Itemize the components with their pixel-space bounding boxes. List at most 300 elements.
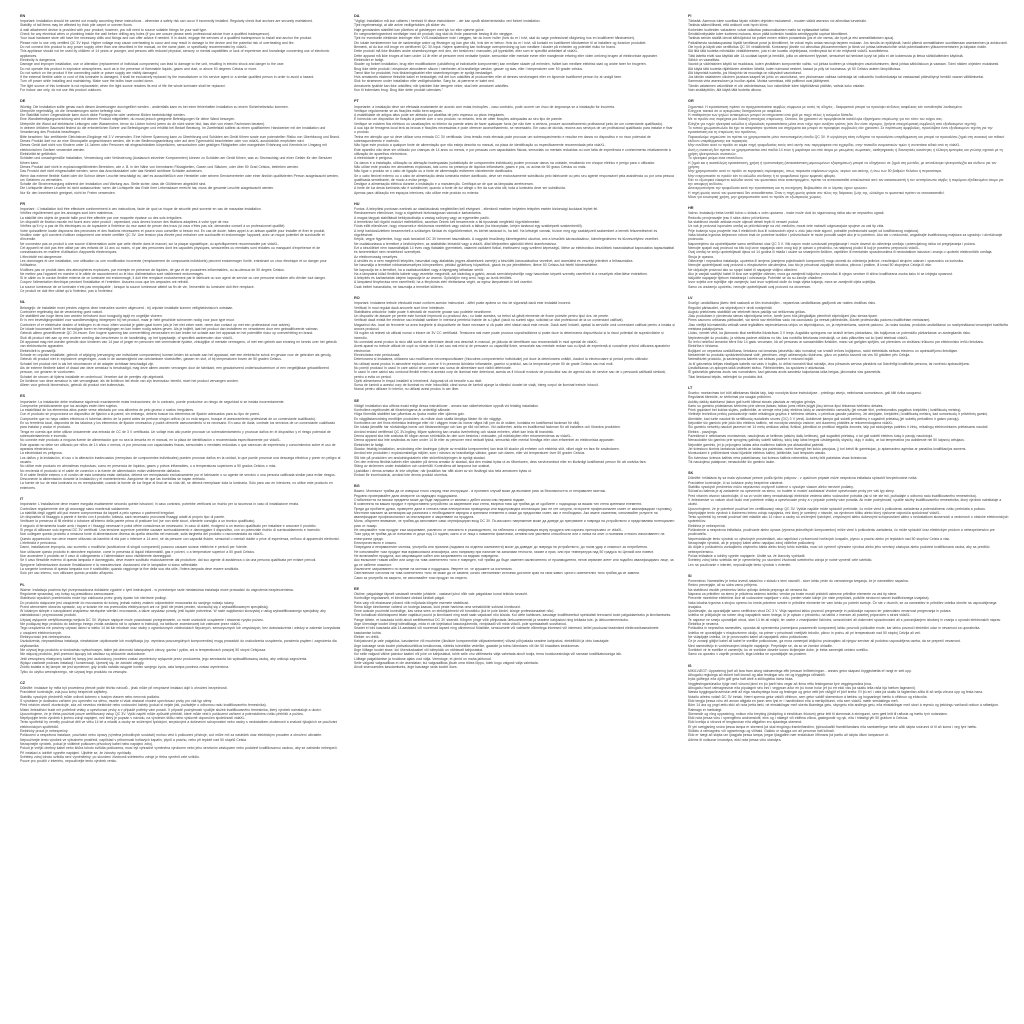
instruction-line: Nie używaj tego produktu w środowisku wybuchowym, takim jak obecność łatwopalnych cieczy, gazów i pyłów, ani w temperaturach powyżej 50 stopni Celsjusza.	[20, 647, 267, 652]
language-code: PL	[20, 582, 25, 587]
instruction-line: De stabiliteit van hoge items kan worden beïnvloed door hoogpolig tapijt en ongelijke vloeren.	[20, 314, 163, 319]
instruction-line: Ако външният гъвкав кабел или шнур на това осветително тяло е повреден, той трябва да бъде заменен изключително от производителя, негов сервизен агент или подобно квалифицирано лице, за да се избегне опасност.	[354, 558, 674, 567]
instruction-line: Tenha em atenção que só deve utilizar uma entrada CC 3V certificada. Uma tensão mais elevada pode provocar um sobreaquecimento e resultar em danos no dispositivo e no risco potencial de sobreaquecimento e incêndio.	[354, 134, 651, 143]
instruction-line: Använd inte produkten i explosionsfarliga miljöer, som i närvaro av brandfarliga vätskor, gaser och damm, eller vid temperaturer över 50 grader Celsius.	[354, 451, 586, 456]
instruction-line: Verificați în mod regulat dacă ancorele sunt bine întreținute.	[354, 305, 445, 310]
instruction-line: Din lokale isenkræmmer har de nødvendige ankre og fitsninger og kan give råd, hvis der er behov. Hvis du er i tvivl, så kontakt en kvalificeret håndværker til at installere og forankre produktet.	[354, 40, 647, 45]
instruction-line: Votre quincaillerie locale disposera des perceuses et des fixations nécessaires et pourra vous conseiller si besoin est. En cas de doute, faites appel à un artisan qualifié pour installer et fixer le produit.	[20, 228, 326, 233]
instruction-line: Deteriorarea și instalarea, utilizarea sau modificarea necorespunzătoare (înlocuirea componentelor individuale) pot duce la deteriorarea unității, ducând la electrocutare și pericol pentru utilizator.	[354, 357, 649, 362]
instruction-line: Stabilitu vysokých předmětů může ovlivnit koberec s hustým vlasem nebo nerovná podlaha.	[20, 694, 160, 699]
instruction-line: MIKILVÆGT: Uppsetning þarf að fara fram alveg nákvæmlega eftir þessum leiðbeiningum - annars getur skapast öryggishætta ef rangt er sett upp.	[688, 668, 912, 673]
instruction-line: Η σταθερότητα των ψηλών αντικειμένων μπορεί να επηρεαστεί από χαλί με παχύ πέλος ή ανώμαλα δάπεδα.	[688, 113, 854, 118]
instruction-line: Athugaðu reglulega að ekkert hafi losnað og allar festingar séu vel og tryggilega viðhaldið.	[688, 673, 826, 677]
instruction-line: Не използвайте този продукт във взривоопасна атмосфера, като например при наличие на запалими течности, газове и прах, или при температура над 50 градуса по Целзий или повече.	[354, 549, 655, 554]
instruction-line: Ne connectez pas ce produit à une source d'alimentation autre que celle décrite dans le manuel, sur la plaque signalétique, ou spécifiquement recommandée par vidaXL.	[20, 241, 279, 246]
instruction-line: Μην χρησιμοποιείτε αυτό το προϊόν σε εκρηκτικές ατμόσφαιρες, όπως παρουσία εύφλεκτων υγρών, αερίων και σκόνης, ή άνω των 50 βαθμών Κελσίου ή περισσότερο.	[688, 169, 943, 174]
instruction-line: Důležité: Instalace by měla být provedena přesně podle těchto návodů - jinak může při nesprávné instalaci dojít k ohrožení bezpečnosti.	[20, 685, 228, 690]
instruction-line: Gebruik dit product niet in explosieve omgevingen, zoals in de aanwezigheid van ontvlambare vloeistoffen, gassen en stof, of bij temperaturen boven de 50 graden Celsius.	[20, 357, 282, 362]
instruction-line: Vérifiez qu'il n'y a pas de fils électriques ou de tuyauterie à l'intérieur du mur avant de percer des trous (si vous n'êtes pas sûr, demandez conseil à un professionnel qualifié).	[20, 224, 286, 229]
instruction-line: Verifique se existem fios elétricos ou canalizações no interior da parede antes de fazer quaisquer furos (se não tiver a certeza, procure aconselhamento profissional junto de um comerciante qualificado).	[354, 121, 664, 126]
instruction-line: Elektrizität ist gefährlich.	[20, 151, 57, 156]
instruction-line: Vietinėje technikos prekių parduotuvėje rasite reikalingus grąžtus ir tvirtinimo detales, o prireikus gausite patarimų. Jei abejojate, kreipkitės į kvalifikuotą meistrą, kad sumontuotų ir pritvirtintų gaminį.	[688, 412, 988, 417]
language-code: SE	[354, 398, 360, 403]
instruction-line: Przed wierceniem otworów sprawdź, czy w ścianie nie ma przewodów elektrycznych ani rur (jeśli nie jesteś pewien, skonsultuj się z wykwalifikowanym specjalistą).	[20, 604, 269, 609]
instruction-line: Wyłącz zasilanie podczas instalacji i konserwacji. Upewnij się, że żarówki ostygły.	[20, 660, 145, 665]
instruction-line: Damage and improper installation, use or alteration (replacement of individual components) can lead to damage to the unit, resulting in electric shock and danger to the user.	[20, 62, 285, 67]
instruction-line: Bojājumi un nepareiza uzstādīšana, lietošana vai izmaiņas (atsevišķu daļu nomaiņa) var izraisīt ierīces bojājumus, radot elektriskās strāvas triecienu un apdraudējumu lietotājam.	[688, 348, 959, 353]
instruction-line: No encienda el producto si el cable de conexión o la fuente de alimentación están visiblemente dañados.	[20, 468, 181, 473]
instruction-line: Ako je vanjski savitljivi kabel ili žica ove svjetiljke oštećen, mora ga zamijeniti isključivo proizvođač ili njegov serviser ili slično kvalificirana osoba kako bi se izbjegla opasnost.	[688, 271, 953, 276]
instruction-line: Si el cable flexible externo o el cordón de esta luminaria están dañados, deberá ser reemplazado exclusivamente por el fabricante o su agente de servicio o una persona calificada similar para evitar riesgos.	[20, 472, 336, 477]
instruction-line: Tjek regelmæssigt, at alle ankre vedligeholdes på sikker vis.	[354, 23, 446, 28]
instruction-line: É fornecido um dispositivo de fixação à parede com o seu produto; no entanto, terá de obter fixações adequadas ao seu tipo de parede.	[354, 117, 563, 122]
instruction-line: Compruebe periódicamente que los anclajes estén bien sujetos.	[20, 403, 118, 408]
instruction-line: Armaturets lyskilde kan ikke udskiftes; når lyskilden ikke længere virker, skal hele armaturet udskiftes.	[354, 83, 510, 88]
instruction-line: Importante: a instalação deve ser efetuada exatamente de acordo com estas instruções - caso contrário, pode ocorrer um risco de segurança se a instalação for incorreta.	[354, 104, 615, 109]
instruction-line: Los daños y la instalación, el uso o la alteración inadecuados (reemplazo de componentes individuales) pueden provocar daños en la unidad, lo que puede provocar una descarga eléctrica y poner en peligro al usuario.	[20, 455, 341, 464]
instruction-line: Kartu su gaminiu pridedamas tvirtinimo prie sienos įtaisas; tačiau jums reikės įsigyti jūsų sienos tipui tinkamas tvirtinimo detales.	[688, 403, 884, 408]
instruction-line: "Vigtigt: Installation må kun udføres i henhold til disse instruktioner - der kan opstå sikkerhedsrisiko ved forkert installation.	[354, 19, 541, 24]
instruction-line: Om den externa flexibla kabeln eller sladden på denna armatur är skadad, ska den endast bytas ut av tillverkaren, dess serviceombud eller en likvärdigt kvalificerad person för att undvika fara.	[354, 459, 647, 464]
instruction-line: Nu conectați acest produs la nicio altă sursă de alimentare decât cea descrisă în manual, pe plăcuța de identificare sau recomandată în mod special de vidaXL.	[354, 340, 599, 344]
instruction-line: Elektrina je nebezpečná.	[688, 523, 726, 528]
instruction-line: Opriți alimentarea în timpul instalării și întreținerii. Asigurați-vă că becurile s-au răcit.	[354, 378, 483, 383]
instruction-line: Šio gaminio neturėtų naudoti jaunesni nei 14 metų amžiaus vaikai, fiziškai, jutimiškai ar protiškai neįgalūs žmonės, taip pat stokojantys patirties ir žinių, reikalingų elektroniniams prietaisams naudoti.	[688, 425, 989, 430]
instruction-line: Struja je opasna.	[688, 254, 714, 259]
instruction-line: Šio šviestuvo šviesos šaltinis nėra pakeičiamas; kai šviesos šaltinis nebeveikia, turėtų būti pakeistas visas šviestuvas.	[688, 455, 868, 460]
instruction-line: Stabilitu vysokých predmetov môžu nepriaznivo ovplyvniť koberce s vysokým vlasom alebo nerovné podlahy.	[688, 484, 854, 489]
instruction-line: Η ζημιά και η ακατάλληλη εγκατάσταση, χρήση ή τροποποίηση (αντικατάσταση μεμονωμένων εξαρτημάτων) μπορεί να οδηγήσουν σε ζημιά στη μονάδα, με αποτέλεσμα ηλεκτροπληξία και κίνδυνο για τον χρήστη.	[688, 160, 997, 169]
instruction-line: A estabilidade de artigos altos pode ser afetada por alcatifas de pelo espesso ou pisos irregulares.	[354, 113, 505, 118]
instruction-line: De lichtbron van deze armatuur is niet vervangbaar; als de lichtbron het einde van zijn levensduur bereikt, moet het product vervangen worden.	[20, 378, 239, 383]
instruction-line: Uz vaš je proizvod isporučen uređaj za pričvršćivanje na zid; međutim, morat ćete nabaviti odgovarajuće spojeve za vaš tip zida.	[688, 224, 885, 229]
instruction-line: Nezapínajte výrobok, ak je prípojný kábel alebo napájací zdroj viditeľne poškodený.	[688, 541, 816, 545]
instruction-line: Tikai lietošanai telpās, nelietojiet šo produktu ārā.	[688, 374, 764, 379]
instruction-line: Não ligue o produto se o cabo de ligação ou a fonte de alimentação estiverem visivelmente danificados.	[354, 169, 514, 174]
instruction-line: Vain sisäkäyttöön, älä käytä tätä tuotetta ulkona.	[688, 88, 762, 93]
instruction-line: Il negozio di ferramenta locale avrà i trapani e i fissaggi necessari e potrà offrire consulenza se necessario. In caso di dubbi, rivolgersi a un tecnico qualificato per installare e ancorare il prodotto.	[20, 523, 317, 528]
instruction-line: Εάν το εξωτερικό εύκαμπτο καλώδιο αυτού του φωτιστικού είναι κατεστραμμένο, πρέπει να αντικατασταθεί αποκλειστικά από τον κατασκευαστή ή τον αντιπρόσωπο σέρβις ή παρόμοιο εξειδικευμένο άτομο για την αποφυγή κινδύνου.	[688, 177, 1004, 187]
instruction-line: Desligue a alimentação elétrica durante a instalação e a manutenção. Certifique-se de que as lâmpadas arrefeceram.	[354, 182, 534, 187]
instruction-line: Před vrtáním otvorů zkontrolujte, zda zdí nevedou elektrické nebo vodovodní kabely (pokud si nejste jisti, požádejte o odbornou radu kvalifikovaného řemeslníka).	[20, 703, 267, 708]
instruction-line: Dôležité: Inštalácia by sa mala vykonávať presne podľa týchto pokynov - v opačnom prípade môže nesprávna inštalácia spôsobiť bezpečnostné riziká.	[688, 476, 918, 481]
language-section-fi	[688, 14, 1009, 92]
instruction-line: Dieses Produkt darf nicht in explosionsgefährdeten Bereichen, wie z. B. in der Nähe von brennbaren Flüssigkeiten, Gasen und Stäuben, oder über 50 Grad Celsius, betrieben werden.	[20, 164, 300, 169]
instruction-line: Jos tämän valaisimen ulkoinen joustava kaapeli tai johto on vaurioitunut, sen yksinomaan vaihtaa valmistaja tai valtuutettu huoltoedustaja tai vastaavasti pätevöitynyt henkilö vaaran välttämiseksi.	[688, 75, 984, 80]
instruction-line: Ainult siseruumides kasutamiseks, ärge kasutage seda toodet õues.	[354, 665, 458, 670]
instruction-line: Important: Instalarea trebuie efectuată exact conform acestor instrucțiuni - altfel poate apărea un risc de siguranță dacă este instalată incorect.	[354, 301, 572, 306]
instruction-line: Belangrijk: de installatie moet precies volgens deze instructies worden uitgevoerd - bij onjuiste installatie kunnen veiligheidsrisico's ontstaan.	[20, 305, 234, 310]
instruction-line: Seinäkiinnityslaite tulee tuotteesi mukana, sinun pitää kuitenkin hankkia seinätyyppiisi sopivat kiinnittimet.	[688, 32, 848, 37]
instruction-line: Używaj wyłącznie certyfikowanego wejścia DC 3V. Wyższe napięcie może powodować przegrzewanie, co może uszkodzić urządzenie i stwarzać ryzyko pożaru.	[20, 617, 264, 622]
instruction-line: Не свързвайте този продукт към захранване, различно от описаното в ръководството, на табелката с информация върху продукта или изрично препоръчано от vidaXL.	[354, 528, 624, 533]
instruction-line: Nemojte spajati ovaj proizvod na bilo koji izvor napajanja osim onog koji je opisan u priručniku, na natpisnoj pločici ili koji je posebno preporučio vidaXL.	[688, 245, 920, 250]
instruction-line: Με το προϊόν σας παρέχεται μια διάταξη επιτοίχιας στερέωσης. Ωστόσο, θα χρειαστεί να προμηθευτείτε κατάλληλα εξαρτήματα στερέωσης για τον τύπο του τοίχου σας.	[688, 117, 943, 122]
language-section-lt	[688, 386, 1009, 464]
instruction-line: Upoštevajte, da uporabljajte samo certificiran vhod DC 3 V. Višja napetost lahko povzroči pregrevanje in poškoduje napravo ter potencialno nevarnost pregrevanja in požara.	[688, 609, 952, 614]
instruction-line: Coupez l'alimentation électrique pendant l'installation et l'entretien. Assurez-vous que les ampoules ont refroidi.	[20, 280, 189, 285]
instruction-line: Моля, обърнете внимание, че трябва да използвате само сертифициран вход DC 3V. По-високото напрежение може да доведе до прегряване и повреда на устройството и представлява потенциален риск от пожар.	[354, 519, 675, 528]
instruction-line: Dieses Produkt darf nur an eine Stromquelle angeschlossen werden, die in der Bedienungsanleitung oder auf dem Typenschild beschrieben oder von vidaXL ausdrücklich empfohlen wird.	[20, 139, 305, 143]
instruction-line: Selle valgusti valgusallikas ei ole asendatav; kui valgusallikas jõuab oma tööea lõppu, tuleb kogu valgusti välja vahetada.	[354, 660, 539, 665]
instruction-line: Stabilność wysokich przedmiotów może być zakłócona przez gruby dywan lub nierówne podłogi.	[20, 596, 167, 601]
instruction-line: Si prega di utilizzare solo ingressi DC 3V certificati. Una tensione superiore potrebbe causare surriscaldamento e danneggiare il dispositivo, con un potenziale rischio di surriscaldamento e incendio.	[20, 528, 321, 533]
language-section-da	[354, 14, 675, 92]
instruction-line: La source lumineuse de ce luminaire n'est pas remplaçable ; lorsque la source lumineuse atteint sa fin de vie, l'ensemble du luminaire doit être remplacé.	[20, 284, 255, 289]
instruction-line: Nezapínejte výrobek, pokud je viditelně poškozen přívodový kabel nebo napájecí zdroj.	[20, 742, 153, 746]
instruction-line: Importante: La instalación debe realizarse siguiendo exactamente estas instrucciones; de lo contrario, puede producirse un riesgo de seguridad si se instala incorrectamente.	[20, 399, 285, 404]
language-section-es	[20, 394, 341, 490]
instruction-line: Este aparelho não deve ser utilizado por crianças de 14 anos ou menos, e por pessoas com capacidades físicas, sensoriais ou mentais reduzidas ou com falta de experiência e conhecimento relativamente à utilização de aparelhos eletrónicos.	[354, 147, 671, 156]
instruction-line: Místní železářství bude mít potřebné vrtáky a upevňovací prvky a v případě potřeby vám poradí. V případě pochybností využijte služeb kvalifikovaného řemeslníka, který výrobek nainstaluje a ukotví.	[20, 707, 322, 712]
instruction-line: Do not operate this product in explosive atmospheres, such as in the presence of flammable liquids, gases and dust, or above 50 degrees Celsius or more.	[20, 66, 258, 71]
instruction-line: Tylko do użytku wewnętrznego, nie używaj tego produktu na zewnątrz.	[20, 669, 128, 674]
instruction-line: A wall attachment device is provided with your product; however, you will need to source suitable fixings for your wall type.	[20, 27, 207, 32]
instruction-line: L'elettricità è pericolosa.	[20, 541, 57, 545]
instruction-line: Tämän valaisimen valonlähde ei ole vaihdettavissa; kun valonlähde tulee käyttöikänsä päähän, vaihda koko valaisin.	[688, 83, 866, 88]
instruction-line: Con el producto se proporciona un dispositivo de fijación a la pared; sin embargo, deberá buscar los elementos de fijación adecuados para su tipo de pared.	[20, 412, 260, 417]
instruction-line: Viktigt! Installation ska utföras exakt enligt dessa instruktioner - annars kan säkerhetsrisker uppstå vid felaktig installation.	[354, 403, 539, 408]
instruction-line: Slökktu á rafmagninu við uppsetningu og viðhald. Gakktu úr skugga um að perurnar hafi kólnað.	[688, 729, 835, 734]
column-3	[688, 14, 1009, 1024]
instruction-line: Ekki kveikja á vörunni ef tengisnúran eða aflgjafinn eru sjáanlega skemmd.	[688, 720, 803, 725]
instruction-line: Sluit dit product niet aan op een andere voeding dan beschreven in de handleiding, op het typeplaatje, of specifiek aanbevolen door vidaXL.	[20, 335, 234, 340]
language-code: HU	[354, 202, 360, 207]
instruction-line: Tärkeää: Asennus tulee suorittaa täysin näiden ohjeiden mukaisesti - muuten väärä asennus voi aiheuttaa turvariskin.	[688, 19, 868, 24]
instruction-line: De lokale bouwmarkt heeft de benodigde boren en bevestigingen en kan indien nodig advies geven. Als je twijfelt, laat het product dan installeren en verankeren door een gekwalificeerde vakman.	[20, 327, 319, 332]
instruction-line: Fontos: A telepítést pontosan ezeknek az utasításoknak megfelelően kell elvégezni - ellenkező esetben helytelen telepítés esetén biztonsági kockázat léphet fel.	[354, 207, 599, 212]
instruction-line: Brug ikke dette produkt i eksplosive atmosfærer såsom i nærheden af brandfarlige væsker, gasser og støv, eller i temperaturer over 50 grader celsius.	[354, 66, 583, 71]
instruction-line: Ce produit ne doit être utilisé qu'à l'intérieur, pas à l'extérieur.	[20, 289, 114, 294]
instruction-line: Acest aparat nu trebuie utilizat de copii cu vârsta de 14 ani sau mai mici și de persoane cu capacități fizice, senzoriale sau mentale reduse sau cu lipsă de experiență și cunoștințe privind utilizarea aparatelor electronice.	[354, 344, 670, 353]
instruction-line: Ovaj uređaj ne smiju upotrebljavati djeca od 14 godina ili mlađa i osobe sa smanjenim fizičkim, osjetilnim ili mentalnim sposobnostima ili nedostatkom iskustva i znanja o upotrebi elektroničkih uređaja.	[688, 250, 993, 255]
instruction-line: En su ferretería local, dispondrá de las taladros y los elementos de fijación necesarios y podrá ofrecerle asesoramiento si es necesario. En caso de duda, contrate los servicios de un comerciante cualificado para instalar y anclar el producto.	[20, 421, 336, 430]
instruction-line: L'électricité est dangereuse.	[20, 254, 63, 259]
language-section-hu	[354, 202, 675, 289]
instruction-line: Ważne: Instalacja powinna być przeprowadzona dokładnie zgodnie z tymi instrukcjami - w przeciwnym razie niewłaściwa instalacja może prowadzić do zagrożenia bezpieczeństwa.	[20, 587, 294, 592]
instruction-line: Upozorňujeme, že je třeba používat pouze certifikovaný vstup QC 3V. Vyšší napětí může způsobit přehřátí, které může vést k poškození zařízení a potenciálnímu riziku přehřátí a požáru.	[20, 711, 304, 716]
instruction-line: Seadet ei tohi kasutada alla 14-aastased või nooremad lapsed ning vähenenud füüsiliste, sensoorsete või vaimsete võimetega inimesed või inimesed, kellel puuduvad teadmised elektroonikaseadmete kasutamise kohta.	[354, 626, 659, 635]
instruction-line: Ne mettez pas l'appareil en marche si le câble de raccordement ou le bloc d'alimentation sont visiblement endommagés.	[20, 271, 204, 276]
instruction-line: Magazinul dvs. local de feronerie va avea burghiele și dispozitivele de fixare necesare și vă poate oferi sfaturi dacă este nevoie. Dacă aveți îndoieli, apelați la serviciile unui comerciant calificat pentru a instala și ancora produsul.	[354, 322, 675, 332]
language-section-pl	[20, 583, 341, 674]
instruction-line: Elektrický proud je nebezpečný.	[20, 729, 69, 734]
instruction-line: En väggfästanordning medföljer produkten; du måste dock skaffa lämpliga fästen för din väggtyp.	[354, 416, 503, 421]
instruction-line: Napominjemo da upotrebljavate samo certificirani ulaz QC 3 V. Viši napon može uzrokovati pregrijavanje i može dovesti do oštećenja uređaja i potencijalnog rizika od pregrijavanja i požara.	[688, 241, 976, 246]
instruction-line: Schade en onjuiste installatie, gebruik of wijziging (vervanging van individuele componenten) kunnen leiden tot schade aan het apparaat, met een elektrische schok en gevaar voor de gebruiker als gevolg.	[20, 352, 332, 357]
instruction-line: Ekki tengja þessa vöru við annan aflgjafa en þann sem lýst er í handbókinni eða á merkiplötunni, eða sem vidaXL mælir sérstaklega með.	[688, 698, 899, 703]
instruction-line: Er is een bevestigingsmiddel voor wandbevestiging inbegrepen bij het product, maar je hebt geschikte schroeven nodig voor jouw type muur.	[20, 318, 235, 323]
instruction-line: Ne csatlakoztassa a terméket a kézikönyvben, az adattáblán leírtaktól vagy a vidaXL által kifejezetten ajánlottól eltérő áramforráshoz.	[354, 241, 558, 246]
instruction-line: Poškození a nesprávná instalace, používání nebo úpravy (výměna jednotlivých součástí) mohou vést k poškození přístroje, což může mít za následek úraz elektrickým proudem a ohrožení uživatele.	[20, 733, 323, 738]
instruction-line: Verificare la presenza di fili elettrici o tubature all'interno della parete prima di praticare fori (se non siete sicuri, chiedete consiglio a un tecnico qualificato).	[20, 519, 256, 524]
instruction-line: Stability of tall items may be affected by thick pile carpet or uneven floors.	[20, 23, 133, 28]
instruction-line: La estabilidad de los elementos altos puede verse afectada por una alfombra de pelo grueso o suelos irregulares.	[20, 408, 194, 413]
instruction-line: Jei šviestuvo išorinis lankstusis kabelis ar laidas yra pažeistas, norint išvengti bet kokio pavojaus, jį turi keisti tik gamintojas, jo aptarnavimo agentas ar panašios kvalifikacijos asmens.	[688, 446, 967, 451]
instruction-line: Controleer of er elektrische draden of leidingen in de muur zitten voordat je gaten gaat boren (als je het niet zeker weet, neem dan contact op met een professional voor advies).	[20, 322, 291, 327]
language-code: DE	[20, 99, 26, 104]
instruction-line: Важно: Монтажът трябва да се извърши точно според тези инструкции - в противен случай може да възникне риск за безопасността от неправилен монтаж.	[354, 489, 606, 494]
instruction-line: Endast för inomhusbruk, använd inte denna produkt utomhus.	[354, 472, 449, 477]
instruction-line: Ne vklapljajte izdelka, če je povezovalni kabel ali napajalnik vidno poškodovan.	[688, 635, 809, 640]
instruction-line: Redno preverjajte, ali so sidra varno pritrjena.	[688, 583, 758, 588]
instruction-line: Seina külge kinnitamise vahend on tootega kaasas, kuid peate hankima oma seinatüübile sobivad kinnitused.	[354, 604, 521, 609]
instruction-line: Kun til indendørs brug. Brug ikke dette produkt udendørs."	[354, 88, 443, 93]
language-code: DA	[354, 14, 360, 18]
language-section-hr	[688, 206, 1009, 289]
instruction-line: Nepoužívejte tento výrobek ve výbušném prostředí, například v přítomnosti hořlavých kapalin, plynů a prachu, nebo při teplotě nad 50 stupňů Celsia.	[20, 737, 247, 742]
instruction-line: Important: Installation should be carried out exactly according these instructions - otherwise a safety risk can occur if incorrectly installed. Regularly check that anchors are securely maintained.	[20, 19, 313, 24]
instruction-line: Check for any electrical wires or plumbing inside the wall before drilling any holes (if you are unsure please seek professional advice from a qualified tradesperson).	[20, 32, 271, 37]
instruction-line: Þykk gólfteppi eða ójöfn gólf geta haft áhrif á stöðugleika hárra hluta.	[688, 677, 794, 682]
instruction-line: This appliance should not be used by children of 14 years or younger, and persons with reduced physical, sensory or mental capabilities or lack of experience and knowledge concerning use of electronic appliances.	[20, 49, 330, 58]
instruction-line: Numai pentru utilizare în interior, nu utilizați acest produs în aer liber.	[354, 387, 460, 392]
instruction-line: Please note to use only certified QC 3V input. Higher voltage may cause overheating to occur and may result in damage to the device and the potential risk of overheating and fire.	[20, 40, 295, 45]
language-code: PT	[354, 99, 359, 104]
column-1	[20, 14, 341, 1024]
instruction-line: Ezt a készüléket nem használhatják 14 éves vagy fiatalabb gyermekek, valamint csökkent fizikai, érzékszervi vagy szellemi képességű, illetve az elektronikus készülékek használatával kapcsolatos tapasztalattal és ismeretekkel nem rendelkező személyek.	[354, 245, 674, 255]
instruction-line: Nur für den Innenbereich geeignet, nicht im Freien verwenden.	[20, 190, 116, 195]
language-section-fr	[20, 202, 341, 293]
instruction-line: Skador, felaktig installation, användning eller ändringar (utbyte av enskilda komponenter) kan leda till skador på enheten och elektrisk stöt, vilket utgör en fara för användaren.	[354, 446, 620, 451]
instruction-line: Te naprave ne smejo uporabljati otroci, stari 14 let ali mlajši, ter osebe z zmanjšanimi fizičnimi, senzoričnimi ali duševnimi sposobnostmi ali s pomanjkanjem izkušenj in znanja o uporabi elektronskih naprav.	[688, 617, 1001, 622]
instruction-line: Les dommages et une installation, une utilisation ou une modification incorrecte (remplacement de composants individuels) peuvent endommager l'unité, entraînant un choc électrique et un danger pour l'utilisateur.	[20, 258, 327, 268]
instruction-line: Nie podłączaj tego produktu do żadnego innego źródła zasilania niż to opisane w instrukcji, na tabliczce znamionowej lub zalecane przez vidaXL.	[20, 622, 242, 627]
instruction-line: Len na používanie v interiéri, nepoužívajte tento výrobok v exteriéri.	[688, 562, 792, 567]
instruction-line: Oluline: paigaldage täpselt vastavalt nendele juhistele - vastasel juhul võib vale paigalduse korral tekkida turvaoht.	[354, 591, 528, 596]
instruction-line: Skader og forkert installation, brug eller modifikationer (udskiftning af individuelle komponenter) kan medføre skader på enheden, hvilket kan medføre elektrisk stød og andre farer for brugeren.	[354, 62, 647, 67]
instruction-line: Този уред не трябва да се използва от деца под 14 години, както и от лица с намалени физически, сетивни или умствени способности или с липса на опит и познания относно използването на електронни уреди.	[354, 532, 665, 541]
instruction-line: Samo za uporabo v zaprtih prostorih, tega izdelka ne uporabljajte na prostem.	[688, 652, 807, 657]
instruction-line: Das Produkt darf nicht eingeschaltet werden, wenn das Anschlusskabel oder das Netzteil sichtbare Schäden aufweisen.	[20, 169, 203, 174]
instruction-line: Ef ytri sveigjanleg snúra þessa lampa er skemmd þá skal eingöngu framleiðandinn, þjónustuaðili framleiðandans eða sambærilegur hæfur aðili skipta snúrunni út til að koma í veg fyrir hættu.	[688, 724, 978, 729]
language-code: NL	[20, 300, 26, 305]
instruction-line: Stabilitatea articolelor înalte poate fi afectată de mochete groase sau podelele neuniforme.	[354, 309, 492, 314]
instruction-line: For indoor use only, do not use this product outdoors.	[20, 88, 102, 93]
language-code: GR	[688, 99, 694, 104]
instruction-line: Vă rugăm să rețineți să utilizați numai o intrare de 3V CC certificată. Tensiunea mai mare poate provoca supraîncălzirea și poate duce la deteriorarea dispozitivului și la riscul potențial de supraîncălzire și incendiu.	[354, 331, 664, 340]
instruction-line: Eine Wandbefestigungsvorrichtung wird mit deinem Produkt mitgeliefert; du musst jedoch geeignete Befestigungen für deine Wand besorgen.	[20, 117, 236, 122]
instruction-line: Wenn das externe flexible Kabel oder die Schnur dieser Leuchte beschädigt ist, darf es ausschließlich vom Hersteller oder seinem Servicevertreter oder einer ähnlich qualifizierten Person ausgetauscht werden, um Gefahren zu vermeiden.	[20, 173, 339, 182]
instruction-line: Aukštų daiktų stabilumui įtakos gali turėti kilimai storais plaušais ar nelygios grindys.	[688, 399, 817, 404]
instruction-line: Svetelný zdroj tohto svietidla nie je vymeniteľný; po skončení životnosti svetelného zdroja je nutné vymeniť celé svietidlo.	[688, 558, 873, 563]
instruction-line: Αυτή η συσκευή δεν πρέπει να χρησιμοποιείται από παιδιά 14 ετών ή μικρότερα και από άτομα με μειωμένες σωματικές, αισθητηριακές ή διανοητικές ικανότητες ή έλλειψη εμπειρίας και γνώσης σχετικά με τη χρήση ηλεκτρονικών συσκευών.	[688, 147, 1003, 156]
instruction-line: Nepripájajte tento výrobok k žiadnemu inému zdroju napájania, než ktorý je uvedený v návode, na výrobnom štítku alebo ktorý výslovne odporúča spoločnosť vidaXL.	[688, 510, 941, 515]
instruction-line: Jūsu vietējā būvmateriālu veikalā varat iegādāties nepieciešamos urbjus un stiprinājumus, un, ja nepieciešams, saņemt padomu. Ja rodas šaubas, produkta uzstādīšanai un nostiprināšanai izmantojiet kvalificēta meistara pakalpojumus.	[688, 322, 1008, 332]
instruction-line: Reguliariai tikrinkite, ar tvirtinimai yra saugiai prižiūrimi.	[688, 395, 772, 400]
instruction-line: Si le câble ou le cordon flexible externe de ce luminaire est endommagé, il doit être remplacé exclusivement par le fabricant ou son agent de service ou une personne similaire afin d'éviter tout danger.	[20, 276, 326, 281]
instruction-line: Denna apparat ska inte anslutas till någon annan strömkälla än den som beskrivs i manualen, på märkskylten eller rekommenderas av vidaXL.	[354, 434, 572, 439]
instruction-line: Denna apparat ska inte användas av barn under 14 år eller av personer med nedsatt fysisk, sensorisk eller mental förmåga eller utan erfarenhet av elektroniska apparater.	[354, 438, 615, 443]
instruction-line: Svetlobni vir te svetilke ni zamenljiv; ko vir svetlobe doseže konec življenjske dobe, je treba zamenjati celotno svetilko.	[688, 647, 869, 652]
instruction-line: La stabilité des objets de grande taille peut être affectée par une moquette épaisse ou des sols irréguliers.	[20, 215, 183, 220]
instruction-line: Μην ενεργοποιείτε το προϊόν εάν το καλώδιο σύνδεσης ή το τροφοδοτικό έχουν εμφανείς φθορές.	[688, 173, 837, 178]
instruction-line: A eletricidade é perigosa.	[354, 156, 393, 161]
instruction-line: If the external flexible cable or cord of this luminaire is damaged, it shall be exclusively replaced by the manufacturer or his service agent or a similar qualified person in order to avoid a hazard.	[20, 75, 315, 80]
language-code: SK	[688, 471, 694, 476]
instruction-line: Poškodba in nepravilna namestitev, uporaba ali sprememba (zamenjava posameznih komponent) lahko povzroči poškodbe enote, kar lahko povzroči električni udar in nevarnost za uporabnika.	[688, 626, 981, 631]
instruction-line: Elektrība ir bīstama.	[688, 344, 719, 349]
language-section-de	[20, 99, 341, 195]
instruction-line: Само за употреба на закрито, не използвайте този продукт на открито.	[354, 575, 468, 580]
instruction-line: Ärge lülitage toodet sisse, kui ühenduskaabel või toiteplokk on nähtavalt kahjustatud.	[354, 647, 484, 652]
instruction-line: V železiarstve vo vašom okolí budú mať potrebné vrtáky a upevňovacie prvky a v prípade potreby vám poradia. Ak máte pochybnosti, využite služby kvalifikovaného remeselníka, ktorý výrobok nainštaluje a ukotví.	[688, 497, 1002, 507]
instruction-line: Редовно проверявайте дали анкерите са надеждно поддържани.	[354, 493, 458, 498]
instruction-line: Súčasťou balenia je aj zariadenie na upevnenie na stenu, no budete si musieť zaobstarať vhodné upevňovacie prvky pre váš typ steny.	[688, 489, 895, 494]
instruction-line: N'utilisez pas ce produit dans des atmosphères explosives, par exemple en présence de liquides, de gaz et de poussières inflammables, ou au-dessus de 50 degrés Celsius.	[20, 267, 285, 272]
instruction-line: Nenaudokite šio gaminio prie sprogimų galinčių sukelti šaltinių, tokių kaip labai lengvai užsidegančių skysčių, dujų ir dulkių, ar kai temperatūra yra aukštesnė nei 50 laipsnių celsijaus.	[688, 438, 965, 443]
instruction-line: Oštećenje i nepravilna instalacija, upotreba ili izmjena (zamjena pojedinačnih komponenti) mogu dovesti do oštećenja jedinice, rezultirajući strujnim udarom i opasnošću za korisnika.	[688, 258, 964, 263]
instruction-line: Elektricitet er farligt.	[354, 57, 385, 62]
instruction-line: Tarkista seinän sisällä olevat sähköjohdot tai putket ennen reikien poraamista (jos et ole varma, ole hyvä ja etsi ammattitaitoisen apua).	[688, 36, 895, 41]
instruction-line: Korkeiden tuotteiden vakauteen voivat vaikuttaa paksunukkainen matto tai epätasaiset lattiat.	[688, 27, 830, 32]
instruction-line: Important : L'installation doit être effectuée conformément à ces instructions, faute de quoi un risque de sécurité peut survenir en cas de mauvaise installation.	[20, 207, 262, 212]
language-code: BG	[354, 484, 360, 489]
instruction-line: Nepievienojiet šo produktu, ja strāvas padeve atšķiras no tās, kas norādīta lietošanas instrukcijā, uz datu plāksnītes vai ko īpaši ieteikusi vidaXL.	[688, 335, 909, 340]
instruction-line: Tarkista säännöllisesti, että ankkurit ovat hyvin kiinni.	[688, 23, 769, 28]
language-section-en	[20, 14, 341, 92]
language-section-is	[688, 664, 1009, 742]
instruction-line: Nie włączaj produktu, jeśli przewód łączący lub zasilacz są widocznie uszkodzone.	[20, 652, 146, 657]
instruction-line: Samo za unutarnju upotrebu, nemojte upotrebljavati ovaj proizvod na otvorenom.	[688, 284, 812, 289]
instruction-line: Pouze pro použití v interiéru, nepoužívejte tento výrobek venku.	[20, 759, 118, 764]
language-code: LT	[688, 385, 693, 390]
instruction-line: Kontrollige regulaarselt, et kinnitused oleksid kindlalt paigal.	[354, 596, 445, 601]
instruction-line: Se il cavo flessibile esterno di questa lampada è danneggiato, deve essere sostituito esclusivamente dal produttore, dal suo agente di assistenza o da una persona qualificata per evitare pericoli.	[20, 558, 317, 563]
instruction-line: Prije bušenja rupa provjerite ima li električnih žica ili vodovodnih cijevi u zidu (ako niste sigurni, potražite profesionalni savjet od kvalificiranog majstora).	[688, 228, 920, 233]
instruction-line: Schakel het product niet in als het stroomsnoer of de adapter zichtbaar beschadigd zijn.	[20, 361, 155, 366]
instruction-line: Die Stabilität hoher Gegenstände kann durch dicke Florteppiche oder unebene Böden beeinträchtigt werden.	[20, 113, 186, 118]
instruction-line: Nu utilizați acest produs în atmosfere explozive, cum ar fi în prezența lichidelor inflamabile, gazelor și prafului, sau la temperaturi peste 50 de grade Celsius sau mai mult.	[354, 361, 614, 366]
instruction-line: Απενεργοποιήστε την τροφοδοσία κατά την εγκατάσταση και τη συντήρηση. Βεβαιωθείτε ότι οι λάμπες έχουν κρυώσει.	[688, 186, 868, 191]
column-2	[354, 14, 675, 1024]
instruction-line: Kontrollera regelbundet att förankringarna är ordentligt säkrade.	[354, 408, 451, 413]
instruction-line: Tätä laitetta eivät saa käyttää alle 14-vuotiaat lapset ja henkilöt, joilla on alentuneet fyysiset, sensoriset tai henkiset kyvyt tai joilla ei ole kokemusta ja tietoa sähkölaitteiden käytöstä.	[688, 53, 964, 58]
instruction-line: A termékhez fali rögzítő eszközt mellékeltünk, azonban Önnek kell beszereznie a fal típusának megfelelő rögzítőelemeket.	[354, 220, 541, 225]
instruction-line: Slå inte på produkten om anslutningskabeln eller strömförsörjningen är synligt skadad.	[354, 455, 486, 460]
instruction-line: Csak beltéri használatra, ne használja a terméket kültéren.	[354, 284, 444, 289]
instruction-line: Преди да пробиете дупки, проверете дали в стената няма електрически проводници или водопроводна инсталация (ако не сте сигурни, потърсете професионален съвет от квалифициран търговец).	[354, 506, 673, 511]
instruction-line: Jūsu produktam ir pievienota sienas stiprinājuma ierīce, tomēr jums būs jāiegādājas piemēroti stiprinājumi jūsu sienas tipam.	[688, 314, 878, 319]
instruction-line: Neieslēdziet produktu, ja savienojuma kabelis vai strāvas padeve ir redzami bojāti.	[688, 357, 814, 362]
instruction-line: Teie kohalikust tööriistapoest leiate vajalikud puurid ja kinnitused ning sealt saab vajadusel nõu küsida. Kui olete kahtluses, kasutage kvalifitseeritud spetsialisti teenuseid toote paigaldamiseks ja kinnitamiseks.	[354, 613, 672, 618]
language-section-lv	[688, 296, 1009, 379]
instruction-line: Kui selle valgusti väline painduv kaabel või juhe on kahjustatud, tohib selle ohu vältimiseks välja vahetada ainult tootja, tema hooldusesindaja või sarnase kvalifikatsiooniga isik.	[354, 652, 622, 657]
instruction-line: Tænd ikke for produktet, hvis tilslutningskablet eller strømforsyningen er synligt beskadiget.	[354, 70, 493, 75]
language-section-pt	[354, 99, 675, 195]
instruction-line: A magas tárgyak stabilitását befolyásolhatja a vastag szőnyeg vagy az egyenetlen padló.	[354, 215, 490, 220]
instruction-line: Lülitage paigaldamise ja hoolduse ajaks vool välja. Veenduge, et pirnid on maha jahtunud.	[354, 656, 492, 661]
instruction-line: Ελέγχετε τακτικά ότι οι αγκυρώσεις διατηρούνται με ασφάλεια.	[688, 108, 783, 113]
instruction-line: Tego urządzenia nie powinny używać dzieci w wieku 14 lat lub młodsze oraz osoby o ograniczonych zdolnościach fizycznych, sensorycznych lub umysłowych, bez doświadczenia i wiedzy w zakresie korzystania z urządzeń elektronicznych.	[20, 626, 341, 635]
language-code: ES	[20, 394, 26, 399]
instruction-line: Os danos e a instalação, utilização ou alteração inadequadas (substituição de componentes individuais) podem provocar danos na unidade, resultando em choque elétrico e perigo para o utilizador.	[354, 160, 656, 165]
instruction-line: Isključite napajanje tijekom instaliranja i održavanja. Pobrinite se da su žarulje ohlađene.	[688, 276, 823, 281]
language-code: SI	[688, 573, 692, 578]
instruction-line: Controllare regolarmente che gli ancoraggi siano mantenuti saldamente.	[20, 506, 130, 511]
instruction-line: В комплекта на вашия продукт е предоставено устройство за закрепване към стена, въпреки това ще трябва да се сдобиете с подходящи за вашия тип стена крепежни елементи.	[354, 502, 643, 507]
instruction-line: Изключете захранването по време на монтаж и поддръжка. Уверете се, че крушките са изстинали.	[354, 566, 513, 571]
instruction-line: Tenga en cuenta que debe utilizar únicamente una entrada de CC de 3 V certificada. Un voltaje más alto puede provocar un sobrecalentamiento y provocar daños en el dispositivo y el riesgo potencial de sobrecalentamiento e incendio.	[20, 429, 331, 439]
instruction-line: Na stabilnost visokih artikala može utjecati debeli tepih ili neravni podovi.	[688, 220, 800, 225]
language-section-bg	[354, 484, 675, 580]
instruction-line: La stabilità degli oggetti alti può essere compromessa da tappeti a pelo spesso o pavimenti irregolari.	[20, 510, 175, 515]
instruction-line: Nemojte upotrebljavati ovaj proizvod u eksplozivnim okruženjima, kao što je prisutnost zapaljivih tekućina, plinova i prašine, ili iznad 50 stupnjeva Celzija ili više.	[688, 263, 932, 268]
instruction-line: Pažeidimai ir netinkamas montavimas, naudojimas ar keitimas (atskirų dalių keitimas), gali sugadinti prietaisą, o tai gali sukelti elektros šoką ir pavojų naudotojui.	[688, 434, 934, 439]
language-section-gr	[688, 99, 1009, 199]
instruction-line: Bemærk, at du kun må bruge en certificeret QC 3V-input. Højere spænding kan forårsage overophedning og kan medføre i skader på enheden og potentiel risiko for brand.	[354, 44, 616, 49]
instruction-line: Tento spotřebič by neměly používat děti ve věku 14 let a mladší a osoby se sníženými fyzickými, smyslovými a duševními schopnostmi nebo osoby s nedostatkem zkušeností a znalostí týkajících se používání elektronických spotřebičů.	[20, 720, 338, 729]
instruction-line: Als de externe flexibele kabel of draad van deze armatuur is beschadigd, mag deze alleen worden vervangen door de fabrikant, een geautoriseerd onderhoudscentrum of een vergelijkbaar gekwalificeerd persoon, om gevaren te voorkomen.	[20, 365, 329, 375]
instruction-line: Electricity is dangerous.	[20, 57, 57, 62]
instruction-line: Dette apparat må ikke bruges af børn under 14 år eller af personer med nedsatte fysiske, sensoriske eller mentale evner eller manglende erfaring eller viden omkring brugen af elektroniske apparater.	[354, 53, 658, 58]
instruction-line: Kérjük, vegye figyelembe, hogy csak tanúsított DC 3V bemenet használható. A nagyobb feszültség túlmelegedést okozhat, ami a készülék károsodásához, túlmelegedéshez és tűzveszélyhez vezethet.	[354, 237, 659, 242]
instruction-line: Pred vŕtaním otvorov skontrolujte, či sa vo vnútri steny nenachádzajú elektrické vedenia alebo vodovodné potrubia (ak si nie ste istí, požiadajte o odbornú radu kvalifikovaného remeselníka).	[688, 493, 977, 498]
instruction-line: Næsta byggingavöruverslun ætti að eiga nauðsynlega bora og festingar og getur veitt þér ráðgjöf ef þörf krefur. Ef þú ert í vafa þá skaltu fá faglærðan aðila til að setja vöruna upp og festa hana.	[688, 690, 983, 695]
instruction-line: Το τοπικό χρωματοπωλείο θα έχει τα απαραίτητα τρυπάνια και στηρίγματα και μπορεί να προσφέρει συμβουλές εάν χρειαστεί. Σε περίπτωση αμφιβολίας, προσλάβετε έναν εξειδικευμένο τεχνίτη για την εγκατάσταση και τη στερέωση του προϊόντος.	[688, 126, 993, 135]
instruction-line: Un dispositif de fixation murale est fourni avec votre produit ; cependant, vous devrez trouver des fixations adaptées à votre type de mur.	[20, 220, 230, 225]
instruction-line: Wichtig: Die Installation sollte genau nach diesen Anweisungen durchgeführt werden - andernfalls kann es bei einer fehlerhaften Installation zu einem Sicherheitsrisiko kommen.	[20, 104, 289, 109]
instruction-line: Verifique regularmente se as fixações estão bem seguras.	[354, 108, 443, 113]
instruction-line: Lūdzu, ņemiet vērā, ka jāizmanto tikai sertificēta līdzstrāvas 3 V ieeja. Augstāks spriegums var izraisīt ierīces pārkaršanu, tās bojājumus un potenciālu pārkaršanas un aizdegšanās risku.	[688, 331, 971, 336]
instruction-line: Μην συνδέετε αυτό το προϊόν σε καμία πηγή τροφοδοσίας εκτός από αυτήν που περιγράφεται στο εγχειρίδιο, στην πινακίδα ονομαστικών τιμών ή συνιστάται ειδικά από τη vidaXL.	[688, 143, 961, 148]
instruction-line: Dette produkt må ikke tilsluttes andre strømforsyninger end den, der beskrives i manualen, på typeskiltet, eller som er specifikt anbefalet af vidaXL.	[354, 49, 579, 54]
instruction-line: Não ligue este produto a qualquer fonte de alimentação que não esteja descrita no manual, na placa de identificação ou especificamente recomendada pela vidaXL.	[354, 143, 606, 148]
instruction-line: Το ηλεκτρικό ρεύμα είναι επικίνδυνο.	[688, 156, 744, 161]
instruction-line: A telepítés és karbantartás idejére kapcsolja le az áramot. Győződjön meg arról, hogy az izzók lehűltek.	[354, 276, 513, 281]
instruction-line: No conecte este producto a ninguna fuente de alimentación que no sea la descrita en el manual, en la placa de identificación o recomendada específicamente por vidaXL.	[20, 438, 281, 443]
language-section-ro	[354, 296, 675, 392]
instruction-line: Svarbu: montavimas turi būti atliekamas tiksliai taip, kaip nurodyta šiose instrukcijose - priešingu atveju, netinkamai sumontavus, gali kilti rizika saugumui.	[688, 390, 922, 395]
language-code: IS	[688, 663, 692, 668]
instruction-line: Skemmdir og röng uppsetning, notkun eða breyting (útskipting á einstökum íhlutum) getur leitt til skemmda á einingunni, sem gæti leitt til raflosts og hættu fyrir notandann.	[688, 711, 948, 716]
instruction-line: Neprevádzkujte tento výrobok vo výbušných prostrediach, ako napríklad v prítomnosti horľavých kvapalín, plynov a prachu alebo pri teplotách nad 50 stupňov Celzia a viac.	[688, 536, 951, 541]
instruction-line: Med namestitvijo in vzdrževanjem izklopite napajanje. Prepričajte se, da so se žarnice ohladile.	[688, 643, 833, 648]
instruction-line: Σημαντικό: Η εγκατάσταση πρέπει να πραγματοποιείται ακριβώς σύμφωνα με αυτές τις οδηγίες - διαφορετικά μπορεί να προκύψει κίνδυνος ασφάλειας εάν τοποθετηθεί λανθασμένα.	[688, 104, 963, 109]
instruction-line: Alleen voor gebruik binnenshuis, gebruik dit product niet buitenshuis.	[20, 383, 125, 388]
instruction-line: Kontrollera om det finns elektriska ledningar eller rör i väggen innan du borrar några hål (om du är osäker, kontakta en kvalificerad fackman för råd).	[354, 421, 581, 426]
instruction-line: Prieš gręždami bet kokias skyles, patikrinkite, ar sienoje nėra jokių elektros laidų ar vandentiekio vamzdžių (jei nesate tikri, profesionalios pagalbos kreipkitės į kvalifikuotą meistrą).	[688, 408, 962, 413]
instruction-line: Elektrika je nevarna.	[688, 622, 720, 627]
instruction-line: Pravidelně kontrolujte, zda jsou kotvy bezpečně zajištěny.	[20, 690, 108, 695]
instruction-line: Schalte die Stromversorgung während der Installation und Wartung aus. Stelle sicher, dass die Glühbirnen abgekühlt sind.	[20, 182, 207, 187]
instruction-line: Pravidelne kontrolujte, či sú kotviace prvky bezpečne zaistené.	[688, 480, 784, 485]
instruction-line: Uszkodzenia, nieprawidłowa instalacja, niewłaściwe użytkowanie lub modyfikacja (np. wymiana poszczególnych komponentów) mogą prowadzić do uszkodzenia urządzenia, porażenia prądem i zagrożenia dla użytkownika.	[20, 639, 337, 648]
instruction-line: Rendszeresen ellenőrizze, hogy a rögzítések biztonságosan vannak-e karbantartva.	[354, 211, 482, 216]
instruction-line: Bitte beachten: Nur zertifizierte Gleichstrom-Eingänge mit 3 V verwenden. Eine höhere Spannung kann zu Überhitzung und Schäden am Gerät führen sowie zum potenziellen Risiko von Überhitzung und Brand.	[20, 134, 340, 139]
instruction-line: Pirms caurumu urbšanas pārbaudiet, vai sienā nav elektrības vadu vai cauruļvadu (ja neesat pārliecināts, lūdziet profesionālu padomu kvalificētam meistaram).	[688, 318, 931, 323]
instruction-line: Uzstādīšanas un apkopes laikā izslēdziet strāvu. Pārliecinieties, ka spuldzes ir atdzisušas.	[688, 365, 826, 370]
language-section-cz	[20, 681, 341, 764]
instruction-line: Izdelka ne priključujte na noben drug napajalnik razen tistega, ki je opisan v priročniku, na tablici z imenom ali posebej priporočen s strani vidaXL.	[688, 613, 911, 618]
instruction-line: Ärge ühendage toodet ühegi toiteallikaga, mida ei ole kirjeldatud kasutusjuhendis, nimiplaadil või mida vidaXL pole spetsiaalselt soovitanud.	[354, 622, 567, 627]
instruction-line: Non utilizzare questo prodotto in atmosfere esplosive, come in presenza di liquidi infiammabili, gas e polveri, o a temperature superiori a 50 gradi Celsius.	[20, 549, 255, 554]
instruction-line: A fonte de luz desta luminária não é substituível; quando a fonte de luz atingir o fim da sua vida útil, toda a luminária deve ser substituída.	[354, 186, 566, 191]
instruction-line: Cet appareil ne doit pas être utilisé par des enfants de 14 ans ou moins, ni par des personnes dont les capacités physiques, sensorielles ou mentales sont réduites ou manquant d'expérience et de connaissances en matière d'utilisation d'appareils électroniques.	[20, 245, 321, 255]
instruction-line: Sursa de lumină a acestui corp de iluminat nu este înlocuibilă; când sursa de lumină ajunge la sfârșitul duratei de viață, întreg corpul de iluminat trebuie înlocuit.	[354, 383, 599, 388]
instruction-line: Svarīgi: uzstādīšana jāveic tieši saskaņā ar šīm instrukcijām - nepareizas uzstādīšanas gadījumā var rasties drošības risks.	[688, 301, 876, 306]
instruction-line: A sérülés és a nem megfelelő telepítés, használat vagy átalakítás (egyes alkatrészek cseréje) a készülék károsodásához vezethet, ami áramütést és veszélyt jelenthet a felhasználóra.	[354, 258, 634, 263]
language-section-nl	[20, 300, 341, 387]
instruction-line: Spegnere l'alimentazione durante l'installazione e la manutenzione. Assicurarsi che le lampadine si siano raffreddate.	[20, 562, 199, 567]
instruction-line: Verificați dacă există fire electrice sau instalații sanitare în interiorul peretelui înainte de a-l găuri (dacă nu sunteți sigur, solicitați un sfat profesional de la un comerciant calificat).	[354, 318, 624, 323]
instruction-line: Светлинният източник на това осветително тяло не може да се заменя; когато светлинният източник достигне края на своя живот, цялото осветително тяло трябва да се замени.	[354, 571, 640, 576]
instruction-line: Παρακαλούμε σημειώστε ότι πρέπει να χρησιμοποιείτε μόνο πιστοποιημένη είσοδο QC 3V. Η υψηλότερη τάση ενδέχεται να προκαλέσει υπερθέρμανση και μπορεί να προκαλέσει ζημιά στη συσκευή και πιθανό κίνδυνο υπερθέρμανσης και πυρκαγιάς.	[688, 134, 1005, 143]
instruction-line: Sluk for strømmen under installation eller vedligeholdelse. Sørg for, at pærerne er kølet ned.	[354, 79, 495, 84]
instruction-line: Nejunkite gaminio, jei jo prijungimo laidas arba maitinimo šaltinis yra akivaizdžiai pažeisti.	[688, 442, 825, 447]
instruction-line: Gebruik alleen gecertificeerde QC 3V-invoer. Een hogere spanning kan oververhitting veroorzaken en kan leiden tot schade aan het apparaat en het potentiële risico op oververhitting en brand.	[20, 331, 314, 336]
instruction-line: Izdelka ne uporabljajte v eksplozivnem okolju, na primer v prisotnosti vnetljivih tekočin, plinov in prahu, ali pri temperaturah nad 50 stopinj Celzija ali več.	[688, 630, 922, 635]
